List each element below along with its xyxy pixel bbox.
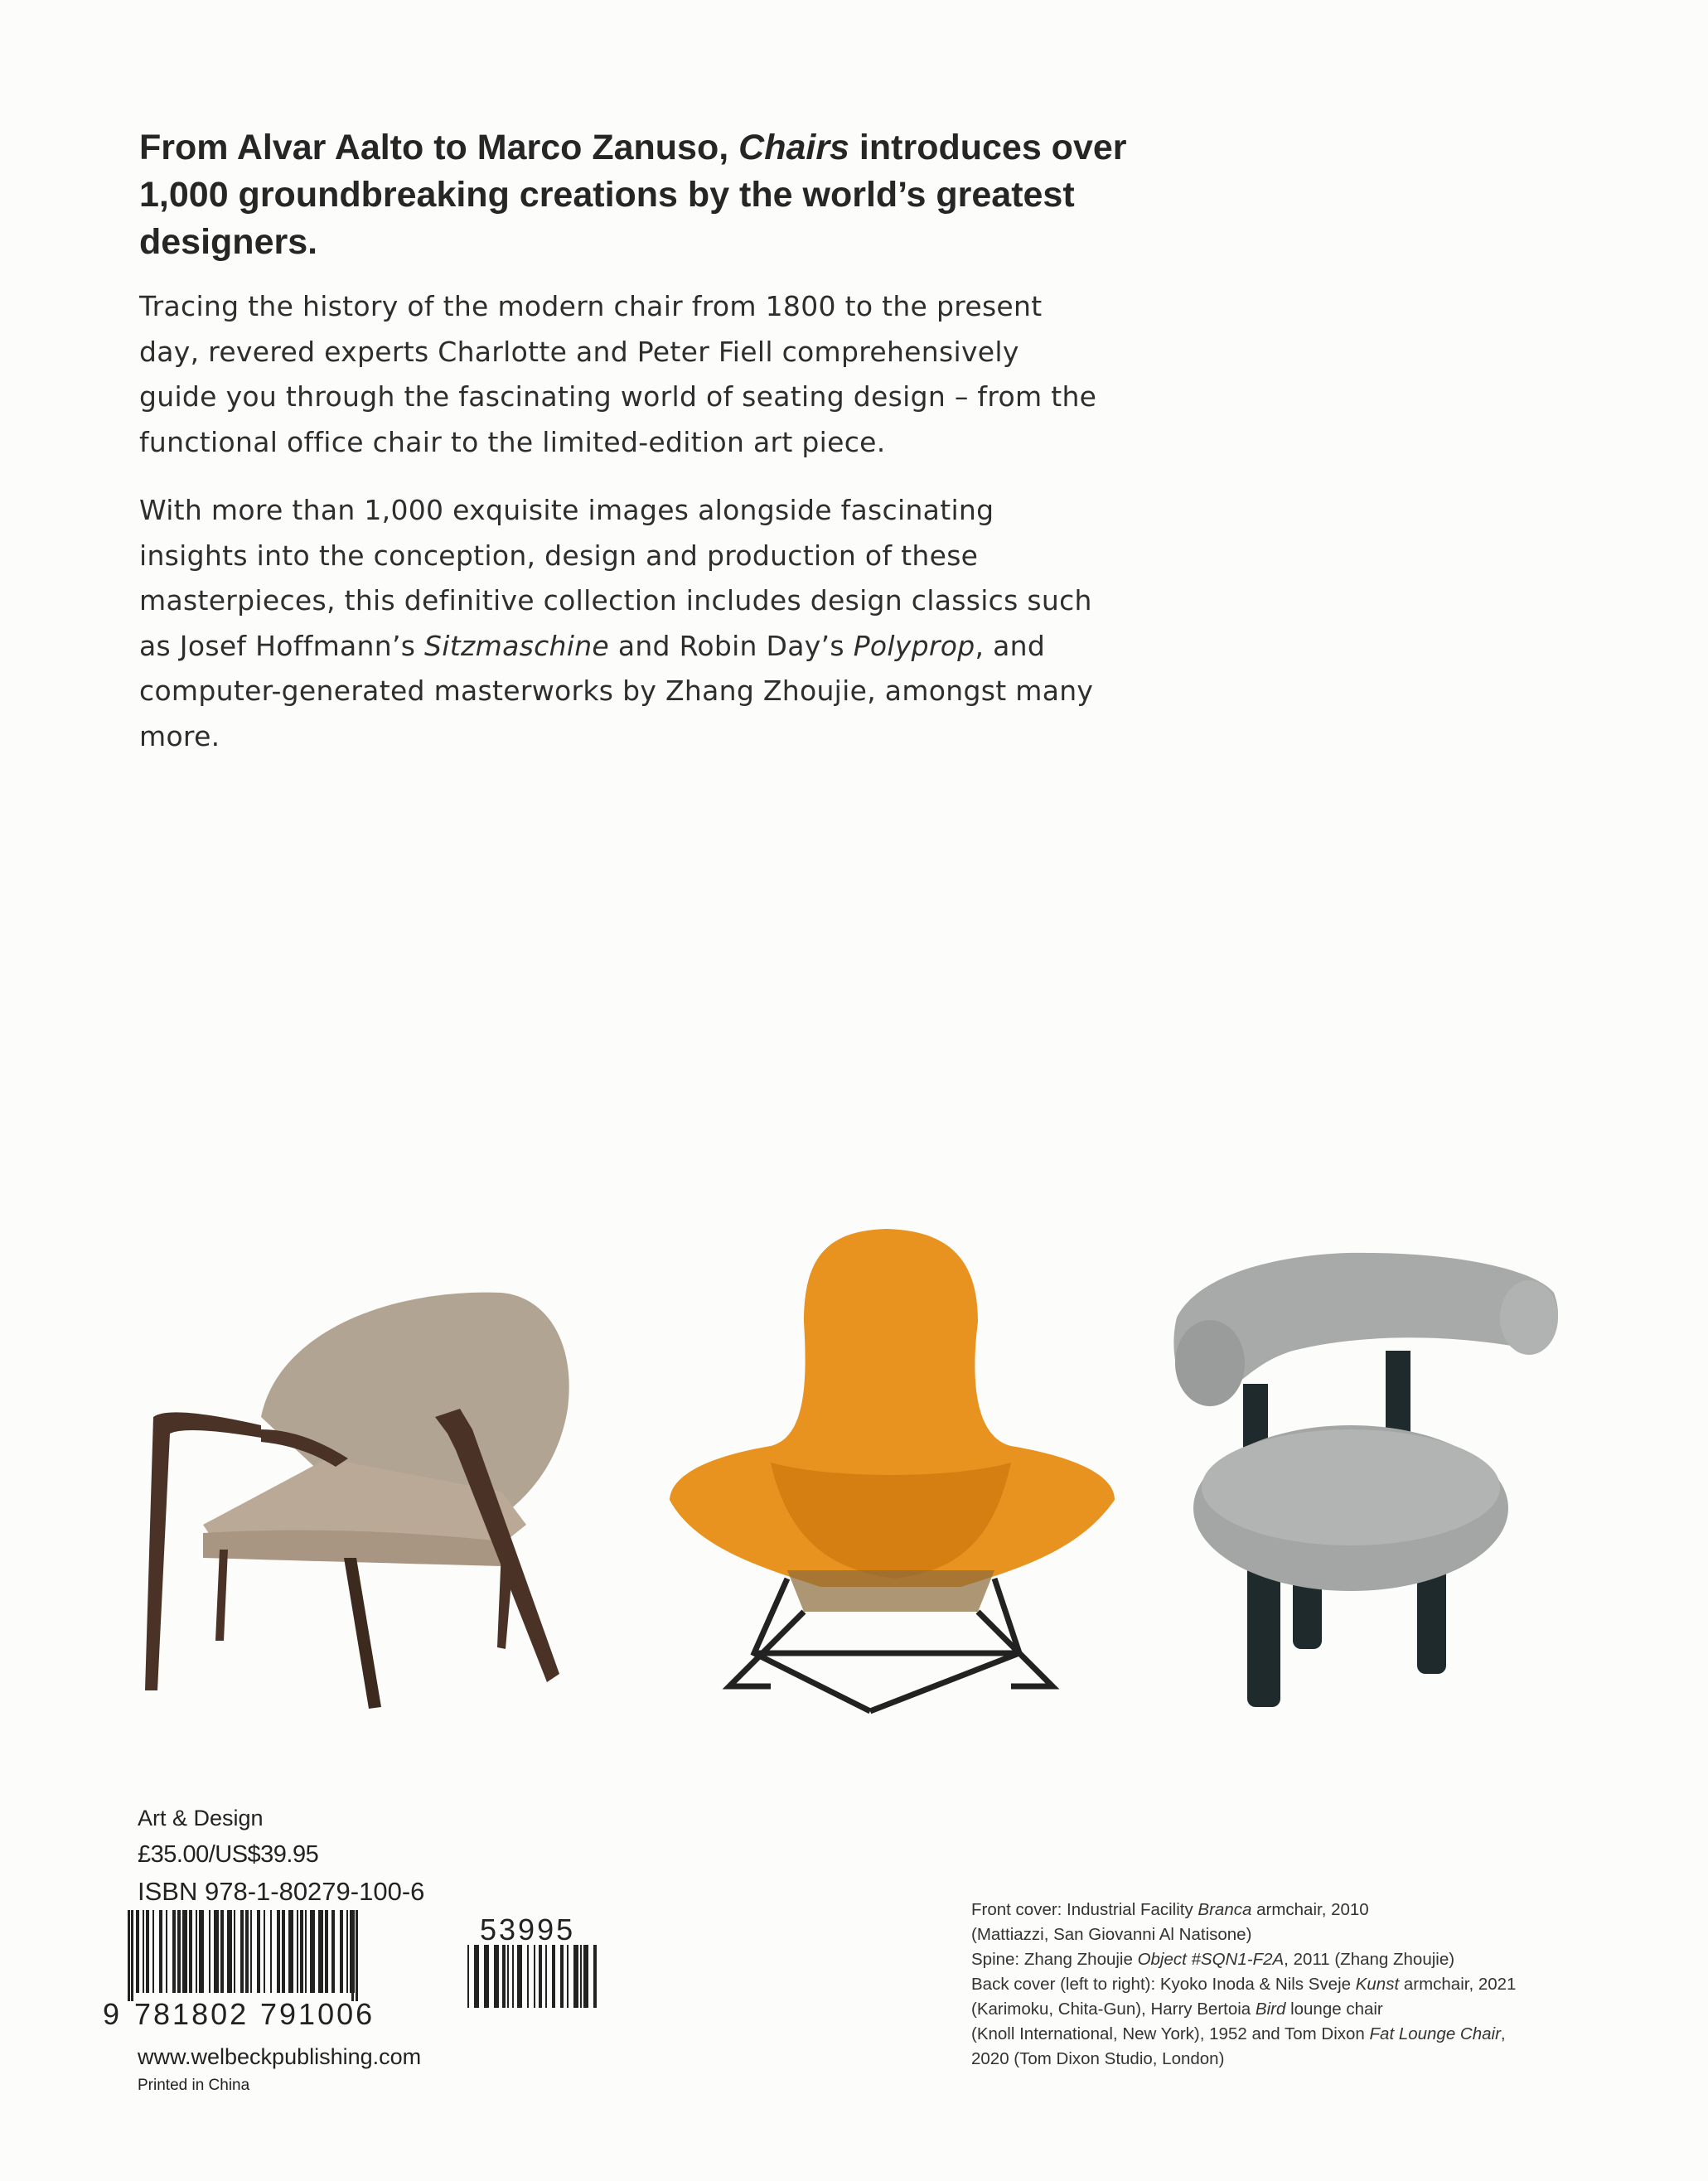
barcode-bar xyxy=(325,1910,328,1993)
barcode-bar xyxy=(318,1910,323,1993)
barcode-bar xyxy=(567,1945,569,2008)
barcode-bar xyxy=(331,1910,335,1993)
intro-text xyxy=(139,124,1134,782)
barcode-bar xyxy=(552,1945,555,2008)
category: Art & Design xyxy=(138,1806,264,1830)
barcode-bar xyxy=(474,1945,479,2008)
barcode-digits-1: 781802 xyxy=(134,1997,249,2031)
barcode-lead-digit: 9 xyxy=(103,1997,123,2031)
headline-text: From Alvar Aalto to Marco Zanuso, xyxy=(139,128,739,167)
barcode-bar xyxy=(507,1945,509,2008)
credit-line: Front cover: Industrial Facility Branca armchair, 2010 xyxy=(971,1900,1369,1919)
barcode-bar xyxy=(166,1910,167,1993)
text: and Robin Day’s xyxy=(609,629,854,662)
publisher-info xyxy=(138,2040,421,2098)
barcode-bar xyxy=(172,1910,176,1993)
barcode-bar xyxy=(250,1910,252,1993)
bird-lounge-chair-image xyxy=(663,1222,1119,1724)
price: £35.00/US$39.95 xyxy=(138,1841,319,1868)
barcode-bar xyxy=(214,1910,219,1993)
barcode-bar xyxy=(346,1910,348,1993)
barcode-bar xyxy=(220,1910,224,1993)
credit-line: (Mattiazzi, San Giovanni Al Natisone) xyxy=(971,1925,1252,1944)
barcode-bar xyxy=(227,1910,232,1993)
kunst-armchair-image xyxy=(137,1284,588,1715)
barcode-bar xyxy=(494,1945,499,2008)
barcode-guard-bar xyxy=(131,1910,133,2001)
isbn: ISBN 978-1-80279-100-6 xyxy=(138,1877,425,1906)
barcode-bar xyxy=(517,1945,522,2008)
barcode-bar xyxy=(340,1910,343,1993)
description-paragraph-1: Tracing the history of the modern chair from 1800 to the present day, revered experts Charlotte and Peter Fiell comprehensively guide you through the fascinating world of seating design – from the functional office chair to the limited-edition art piece. xyxy=(139,290,1097,458)
barcode-bar xyxy=(583,1945,588,2008)
barcode-bar xyxy=(159,1910,162,1993)
text: With more than 1,000 exquisite images alongside fascinating insights into the conception, design and production of these masterpieces, this definitive collection includes design classics such as Josef Hoffmann’s xyxy=(139,494,1092,662)
barcode-bar xyxy=(467,1945,469,2008)
barcode-bar xyxy=(196,1910,197,1993)
headline-text: introduces over 1,000 groundbreaking creations by the world’s greatest designers. xyxy=(139,128,1127,262)
barcode-bar xyxy=(152,1910,154,1993)
fat-lounge-chair-image xyxy=(1169,1235,1566,1711)
barcode-bar xyxy=(300,1910,303,1993)
barcode-bar xyxy=(209,1910,210,1993)
credit-line: 2020 (Tom Dixon Studio, London) xyxy=(971,2049,1225,2068)
barcode-bar xyxy=(545,1945,547,2008)
chair-name: Sitzmaschine xyxy=(424,629,610,662)
barcode-bar xyxy=(502,1945,506,2008)
headline xyxy=(139,124,1134,266)
barcode-bar xyxy=(539,1945,542,2008)
barcode-bar xyxy=(136,1910,139,1993)
barcode-guard-bar xyxy=(351,1910,354,2001)
barcode-bar xyxy=(199,1910,204,1993)
barcode-bar xyxy=(245,1910,249,1993)
barcode-bar xyxy=(182,1910,187,1993)
barcode-bar xyxy=(560,1945,564,2008)
barcode-bar xyxy=(177,1910,181,1993)
publisher-url: www.welbeckpublishing.com xyxy=(138,2044,422,2069)
credit-line: Spine: Zhang Zhoujie Object #SQN1-F2A, 2011 (Zhang Zhoujie) xyxy=(971,1950,1455,1969)
text: , and computer-generated masterworks by Zhang Zhoujie, amongst many more. xyxy=(139,629,1094,752)
barcode-bar xyxy=(270,1910,272,1993)
image-credits xyxy=(971,1898,1516,2072)
barcode-bar xyxy=(234,1910,235,1993)
barcode-bar xyxy=(240,1910,244,1993)
barcode-digits-2: 791006 xyxy=(260,1997,375,2031)
barcode-bar xyxy=(573,1945,578,2008)
barcode-bar xyxy=(512,1945,514,2008)
book-title: Chairs xyxy=(738,128,849,167)
book-meta xyxy=(138,1800,424,1911)
barcode-bar xyxy=(143,1910,144,1993)
printed-in: Printed in China xyxy=(138,2077,250,2094)
barcode-bar xyxy=(305,1910,307,1993)
barcode-bar xyxy=(593,1945,597,2008)
barcode-guard-bar xyxy=(128,1910,130,2001)
barcode-bar xyxy=(580,1945,582,2008)
isbn-barcode xyxy=(103,1910,625,2034)
description-paragraph-2 xyxy=(139,488,1101,759)
barcode-bar xyxy=(277,1910,280,1993)
barcode-bar xyxy=(282,1910,285,1993)
chair-name: Polyprop xyxy=(853,629,975,662)
barcode-guard-bar xyxy=(356,1910,358,2001)
price-code-digits: 53995 xyxy=(480,1913,576,1946)
barcode-bar xyxy=(264,1910,265,1993)
barcode-bar xyxy=(288,1910,293,1993)
barcode-bar xyxy=(484,1945,489,2008)
barcode-bar xyxy=(146,1910,149,1993)
barcode-bar xyxy=(534,1945,535,2008)
barcode-bar xyxy=(189,1910,192,1993)
credit-line: (Karimoku, Chita-Gun), Harry Bertoia Bird lounge chair xyxy=(971,2000,1383,2019)
barcode-bar xyxy=(257,1910,260,1993)
barcode-bar xyxy=(310,1910,315,1993)
barcode-bar xyxy=(527,1945,529,2008)
credit-line: Back cover (left to right): Kyoko Inoda & Nils Sveje Kunst armchair, 2021 xyxy=(971,1975,1517,1994)
barcode-bar xyxy=(297,1910,298,1993)
credit-line: (Knoll International, New York), 1952 and Tom Dixon Fat Lounge Chair, xyxy=(971,2024,1506,2043)
